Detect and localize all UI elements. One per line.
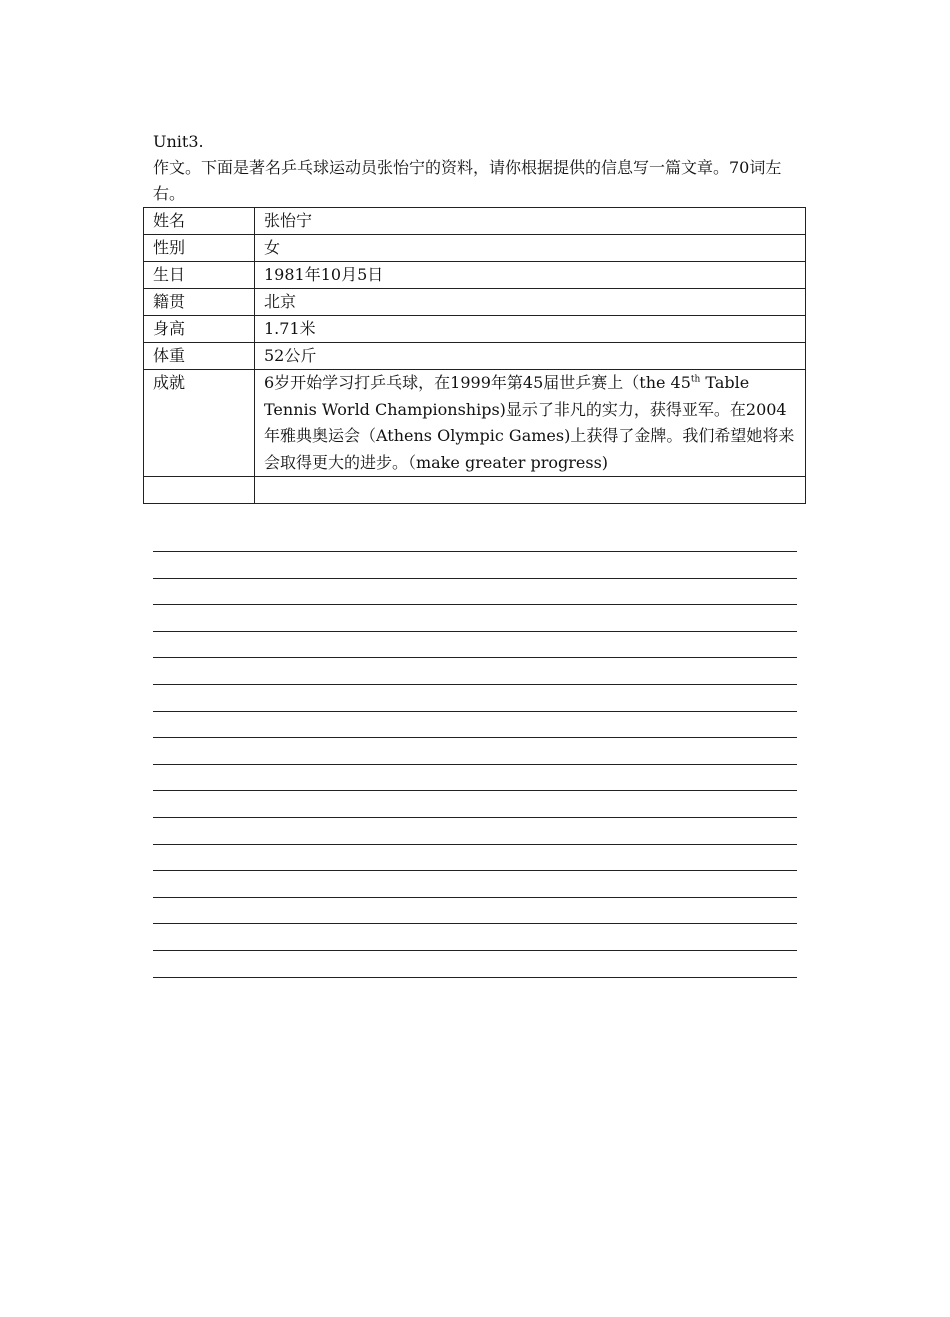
writing-line[interactable] — [153, 977, 797, 1004]
row-value: 女 — [255, 235, 806, 262]
empty-cell-value — [255, 477, 806, 504]
achievement-text-part1: 6岁开始学习打乒乓球，在1999年第45届世乒赛上（the 45 — [264, 373, 691, 392]
writing-line[interactable] — [153, 790, 797, 817]
table-row — [144, 289, 806, 316]
writing-area[interactable] — [153, 551, 797, 1003]
table-row — [144, 343, 806, 370]
writing-line[interactable] — [153, 844, 797, 871]
row-label: 体重 — [144, 343, 255, 370]
row-value: 1.71米 — [255, 316, 806, 343]
table-row — [144, 208, 806, 235]
writing-line[interactable] — [153, 950, 797, 977]
achievement-label: 成就 — [144, 370, 255, 477]
writing-line[interactable] — [153, 764, 797, 791]
achievement-text-part2: Table Tennis World Championships)显示了非凡的实力，获得亚军。在2004年雅典奥运会（Athens Olympic Games)上获得了金牌。我们希望她将来会取得更大的进步。（make greater progress) — [264, 373, 795, 472]
table-row — [144, 262, 806, 289]
writing-line[interactable] — [153, 897, 797, 924]
writing-line[interactable] — [153, 737, 797, 764]
unit-heading: Unit3. — [153, 132, 204, 151]
row-label: 姓名 — [144, 208, 255, 235]
empty-cell-label — [144, 477, 255, 504]
table-row-empty — [144, 477, 806, 504]
writing-line[interactable] — [153, 711, 797, 738]
table-row — [144, 235, 806, 262]
row-value: 52公斤 — [255, 343, 806, 370]
table-row-achievement — [144, 370, 806, 477]
writing-line[interactable] — [153, 684, 797, 711]
essay-prompt: 作文。下面是著名乒乓球运动员张怡宁的资料，请你根据提供的信息写一篇文章。70词左右。 — [153, 158, 782, 203]
writing-line[interactable] — [153, 657, 797, 684]
row-value: 张怡宁 — [255, 208, 806, 235]
row-label: 生日 — [144, 262, 255, 289]
row-label: 性别 — [144, 235, 255, 262]
writing-line[interactable] — [153, 631, 797, 658]
row-label: 身高 — [144, 316, 255, 343]
writing-line[interactable] — [153, 604, 797, 631]
table-row — [144, 316, 806, 343]
row-value: 北京 — [255, 289, 806, 316]
writing-line[interactable] — [153, 870, 797, 897]
row-value: 1981年10月5日 — [255, 262, 806, 289]
writing-line[interactable] — [153, 817, 797, 844]
achievement-value — [255, 370, 806, 477]
row-label: 籍贯 — [144, 289, 255, 316]
writing-line[interactable] — [153, 923, 797, 950]
ordinal-suffix: th — [690, 374, 701, 385]
writing-line[interactable] — [153, 578, 797, 605]
writing-line[interactable] — [153, 551, 797, 578]
profile-table — [143, 207, 806, 504]
